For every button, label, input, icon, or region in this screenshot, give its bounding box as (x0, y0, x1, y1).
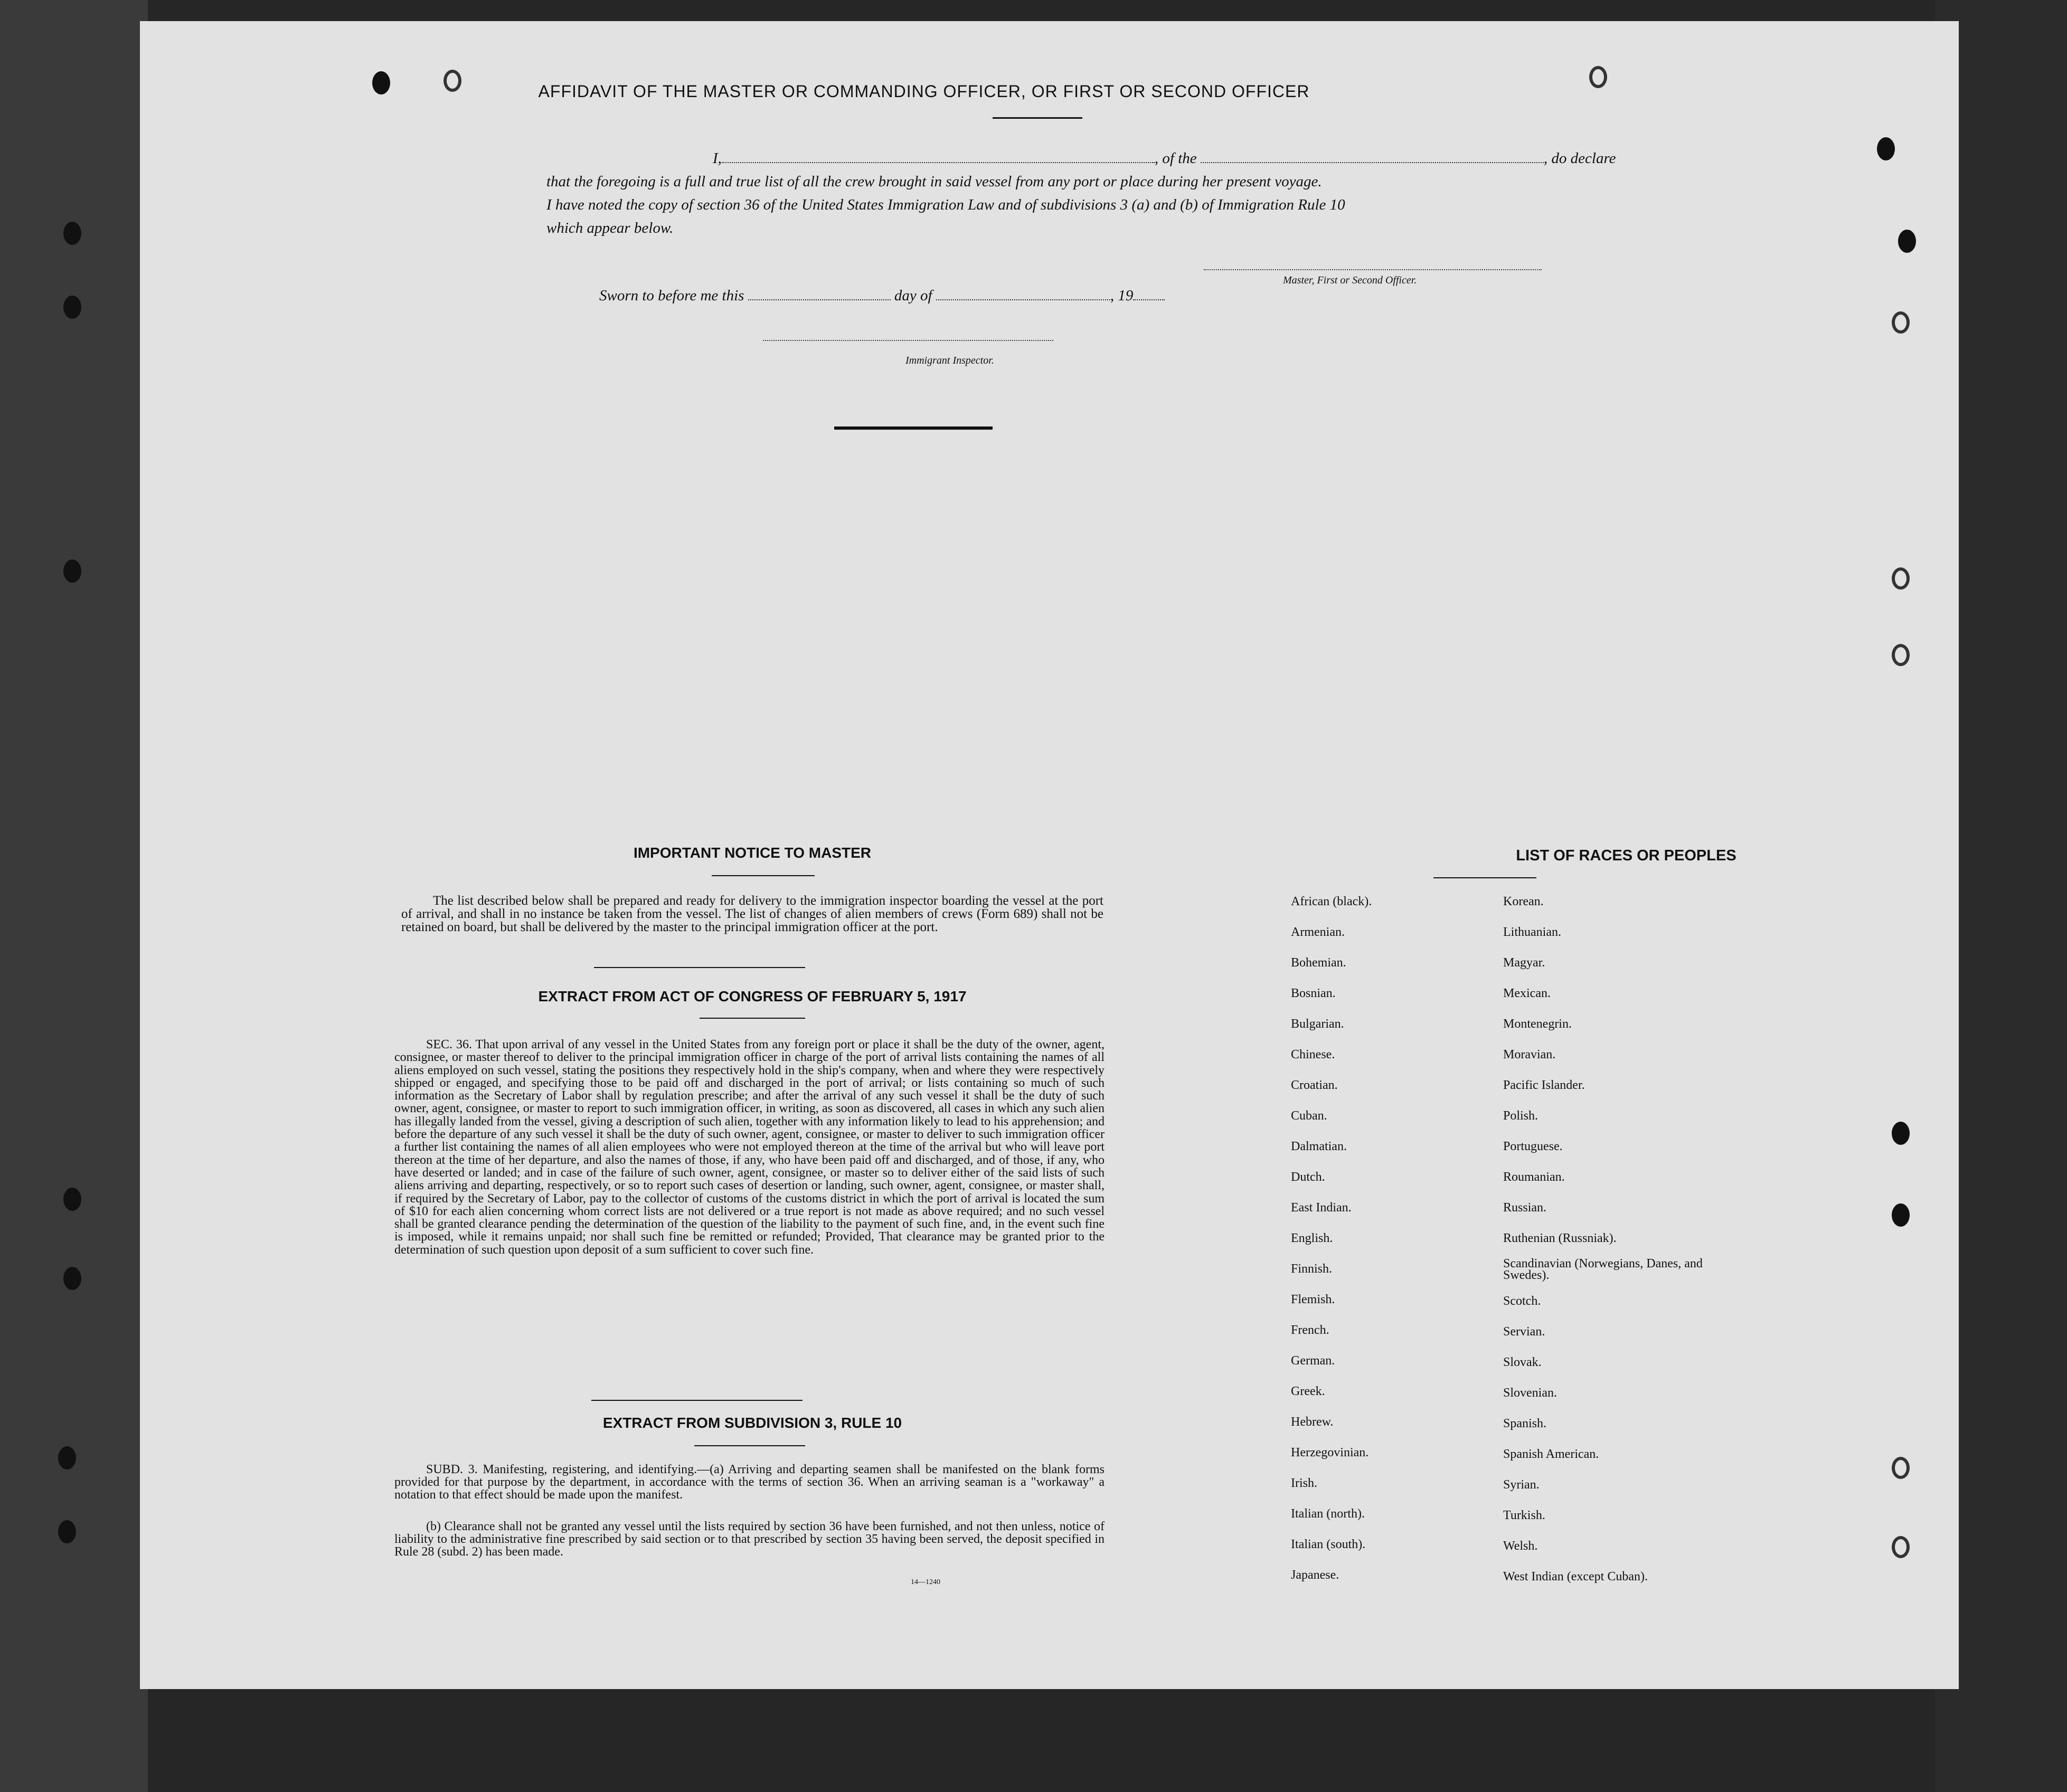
race-item: East Indian. (1291, 1201, 1352, 1215)
notice-rule (712, 875, 815, 876)
race-item: Polish. (1503, 1109, 1539, 1123)
rule-extract-para-a: SUBD. 3. Manifesting, registering, and identifying.—(a) Arriving and departing seamen shall be manifested on the blank forms provided for that purpose by the department, in accordance with the terms of section 36. When an arriving seaman is a "workaway" a notation to that effect should be made upon the manifest. (394, 1463, 1105, 1502)
act-extract-end-rule (591, 1400, 803, 1401)
race-item: Bulgarian. (1291, 1017, 1344, 1031)
race-item: Magyar. (1503, 956, 1545, 970)
race-item: Ruthenian (Russniak). (1503, 1231, 1617, 1245)
race-item: Servian. (1503, 1325, 1545, 1339)
race-item: Japanese. (1291, 1568, 1339, 1582)
race-item: Herzegovinian. (1291, 1446, 1369, 1459)
race-item: Dutch. (1291, 1170, 1325, 1184)
race-item: Bohemian. (1291, 956, 1346, 970)
officer-label: Master, First or Second Officer. (1283, 274, 1417, 286)
punch-hole (1892, 1457, 1910, 1479)
binding-hole (63, 560, 81, 583)
race-item: Dalmatian. (1291, 1140, 1347, 1153)
race-item: Irish. (1291, 1476, 1317, 1490)
race-item: Finnish. (1291, 1262, 1333, 1276)
inspector-signature-line[interactable] (763, 340, 1053, 341)
race-item: Syrian. (1503, 1478, 1540, 1492)
race-item: Scotch. (1503, 1294, 1541, 1308)
race-item: Welsh. (1503, 1539, 1538, 1553)
race-item: African (black). (1291, 895, 1372, 908)
inspector-label: Immigrant Inspector. (905, 355, 994, 366)
binding-strip-left (0, 0, 148, 1792)
affidavit-title: AFFIDAVIT OF THE MASTER OR COMMANDING OFFICER, OR FIRST OR SECOND OFFICER (538, 82, 1310, 101)
race-item: Spanish American. (1503, 1447, 1599, 1461)
race-item: German. (1291, 1354, 1335, 1368)
race-item: Scandinavian (Norwegians, Danes, and Swedes). (1503, 1257, 1703, 1282)
rule-extract-para-b: (b) Clearance shall not be granted any vessel until the lists required by section 36 have been furnished, and not then unless, notice of liability to the administrative fine prescribed by said section or to that prescribed by section 35 having been served, the deposit specified in Rule 28 (subd. 2) has been made. (394, 1520, 1105, 1559)
race-item: Moravian. (1503, 1048, 1556, 1061)
sworn-year: , 19 (1110, 287, 1134, 304)
affidavit-line-3: I have noted the copy of section 36 of the United States Immigration Law and of subdivisions 3 (a) and (b) of Immigration Rule 10 (546, 196, 1345, 213)
punch-hole (1892, 1536, 1910, 1558)
affidavit-line-1 (541, 147, 1687, 170)
race-item: Portuguese. (1503, 1140, 1563, 1153)
race-item: French. (1291, 1323, 1329, 1337)
race-item: Lithuanian. (1503, 925, 1561, 939)
punch-hole (372, 71, 390, 94)
month-blank[interactable] (936, 299, 1110, 300)
year-blank[interactable] (1133, 299, 1165, 300)
rule-extract-rule (694, 1445, 805, 1446)
race-item: Korean. (1503, 895, 1544, 908)
act-extract-body: SEC. 36. That upon arrival of any vessel in the United States from any foreign port or place it shall be the duty of the owner, agent, consignee, or master thereof to deliver to the principal immigration officer in charge of the port of arrival lists containing the names of all aliens employed on such vessel, stating the positions they respectively hold in the ship's company, when and where they were respectively shipped or engaged, and specifying those to be paid off and discharged in the port of arrival; or lists containing so much of such information as the Secretary of Labor shall by regulation prescribe; and after the arrival of any such vessel it shall be the duty of such owner, agent, consignee, or master to report to such immigration officer, in writing, as soon as discovered, all cases in which any such alien has illegally landed from the vessel, giving a description of such alien, together with any information likely to lead to his apprehension; and before the departure of any such vessel it shall be the duty of such owner, agent, consignee, or master to deliver to such immigration officer a further list containing the names of all alien employees who were not employed thereon at the time of the arrival but who will leave port thereon at the time of her departure, and also the names of those, if any, who have been paid off and discharged, and of those, if any, who have deserted or landed; and in case of the failure of such owner, agent, consignee, or master so to deliver either of the said lists of such aliens arriving and departing, respectively, or so to report such cases of desertion or landing, such owner, agent, consignee, or master shall, if required by the Secretary of Labor, pay to the collector of customs of the customs district in which the port of arrival is located the sum of $10 for each alien concerning whom correct lists are not delivered or a true report is not made as above required; and no such vessel shall be granted clearance pending the determination of the question of the liability to the payment of such fine, and, in the event such fine is imposed, while it remains unpaid; nor shall such fine be remitted or refunded; Provided, That clearance may be granted prior to the determination of such question upon deposit of a sum sufficient to cover such fine. (394, 1038, 1105, 1257)
day-blank[interactable] (748, 299, 891, 300)
punch-hole (1892, 311, 1910, 334)
punch-hole (1892, 1203, 1910, 1227)
race-item: Italian (north). (1291, 1507, 1365, 1521)
race-item: Cuban. (1291, 1109, 1327, 1123)
punch-hole (1898, 230, 1916, 253)
race-item: Pacific Islander. (1503, 1078, 1585, 1092)
notice-body: The list described below shall be prepared and ready for delivery to the immigration inspector boarding the vessel at the port of arrival, and shall in no instance be taken from the vessel. The list of changes of alien members of crews (Form 689) shall not be retained on board, but shall be delivered by the master to the principal immigration officer at the port. (401, 894, 1103, 934)
race-item: Turkish. (1503, 1509, 1545, 1522)
binding-hole (58, 1446, 76, 1469)
vessel-blank[interactable] (1201, 162, 1544, 163)
affidavit-of-the: , of the (1154, 150, 1197, 167)
race-item: Greek. (1291, 1385, 1325, 1398)
notice-title: IMPORTANT NOTICE TO MASTER (633, 845, 872, 861)
act-extract-rule (700, 1018, 805, 1019)
binding-hole (63, 1267, 81, 1290)
races-rule (1433, 877, 1536, 878)
punch-hole (1892, 644, 1910, 666)
name-blank[interactable] (722, 162, 1155, 163)
race-item: Croatian. (1291, 1078, 1338, 1092)
sworn-line (599, 284, 1338, 307)
punch-hole (1892, 1122, 1910, 1145)
race-item: Mexican. (1503, 987, 1551, 1000)
punch-hole (443, 70, 461, 92)
race-item: Roumanian. (1503, 1170, 1565, 1184)
race-item: Hebrew. (1291, 1415, 1334, 1429)
notice-end-rule (594, 967, 805, 968)
punch-hole (1892, 567, 1910, 590)
race-item: Italian (south). (1291, 1538, 1366, 1551)
affidavit-title-rule (993, 117, 1082, 119)
races-title: LIST OF RACES OR PEOPLES (1516, 847, 1736, 864)
affidavit-i: I, (713, 150, 722, 167)
affidavit-line-2: that the foregoing is a full and true list of all the crew brought in said vessel from any port or place during her present voyage. (546, 173, 1322, 190)
race-item: English. (1291, 1231, 1333, 1245)
race-item: Flemish. (1291, 1293, 1335, 1306)
sworn-day-of: day of (894, 287, 932, 304)
affidavit-line-4: which appear below. (546, 220, 674, 236)
officer-signature-line[interactable] (1204, 269, 1542, 270)
sworn-prefix: Sworn to before me this (599, 287, 744, 304)
document-page (140, 21, 1959, 1689)
race-item: Armenian. (1291, 925, 1345, 939)
race-item: West Indian (except Cuban). (1503, 1570, 1648, 1584)
binding-hole (63, 222, 81, 245)
binding-hole (63, 296, 81, 319)
punch-hole (1589, 66, 1607, 88)
affidavit-do-declare: , do declare (1543, 150, 1616, 167)
race-item: Montenegrin. (1503, 1017, 1572, 1031)
race-item: Spanish. (1503, 1417, 1547, 1430)
binding-hole (58, 1520, 76, 1543)
punch-hole (1877, 137, 1895, 160)
race-item: Slovenian. (1503, 1386, 1557, 1400)
section-divider (834, 426, 993, 430)
race-item: Chinese. (1291, 1048, 1335, 1061)
race-item: Bosnian. (1291, 987, 1336, 1000)
form-number: 14—1240 (911, 1578, 940, 1586)
race-item: Russian. (1503, 1201, 1547, 1215)
binding-hole (63, 1188, 81, 1211)
race-item: Slovak. (1503, 1355, 1542, 1369)
rule-extract-title: EXTRACT FROM SUBDIVISION 3, RULE 10 (602, 1415, 902, 1431)
act-extract-title: EXTRACT FROM ACT OF CONGRESS OF FEBRUARY 5, 1917 (538, 988, 967, 1004)
